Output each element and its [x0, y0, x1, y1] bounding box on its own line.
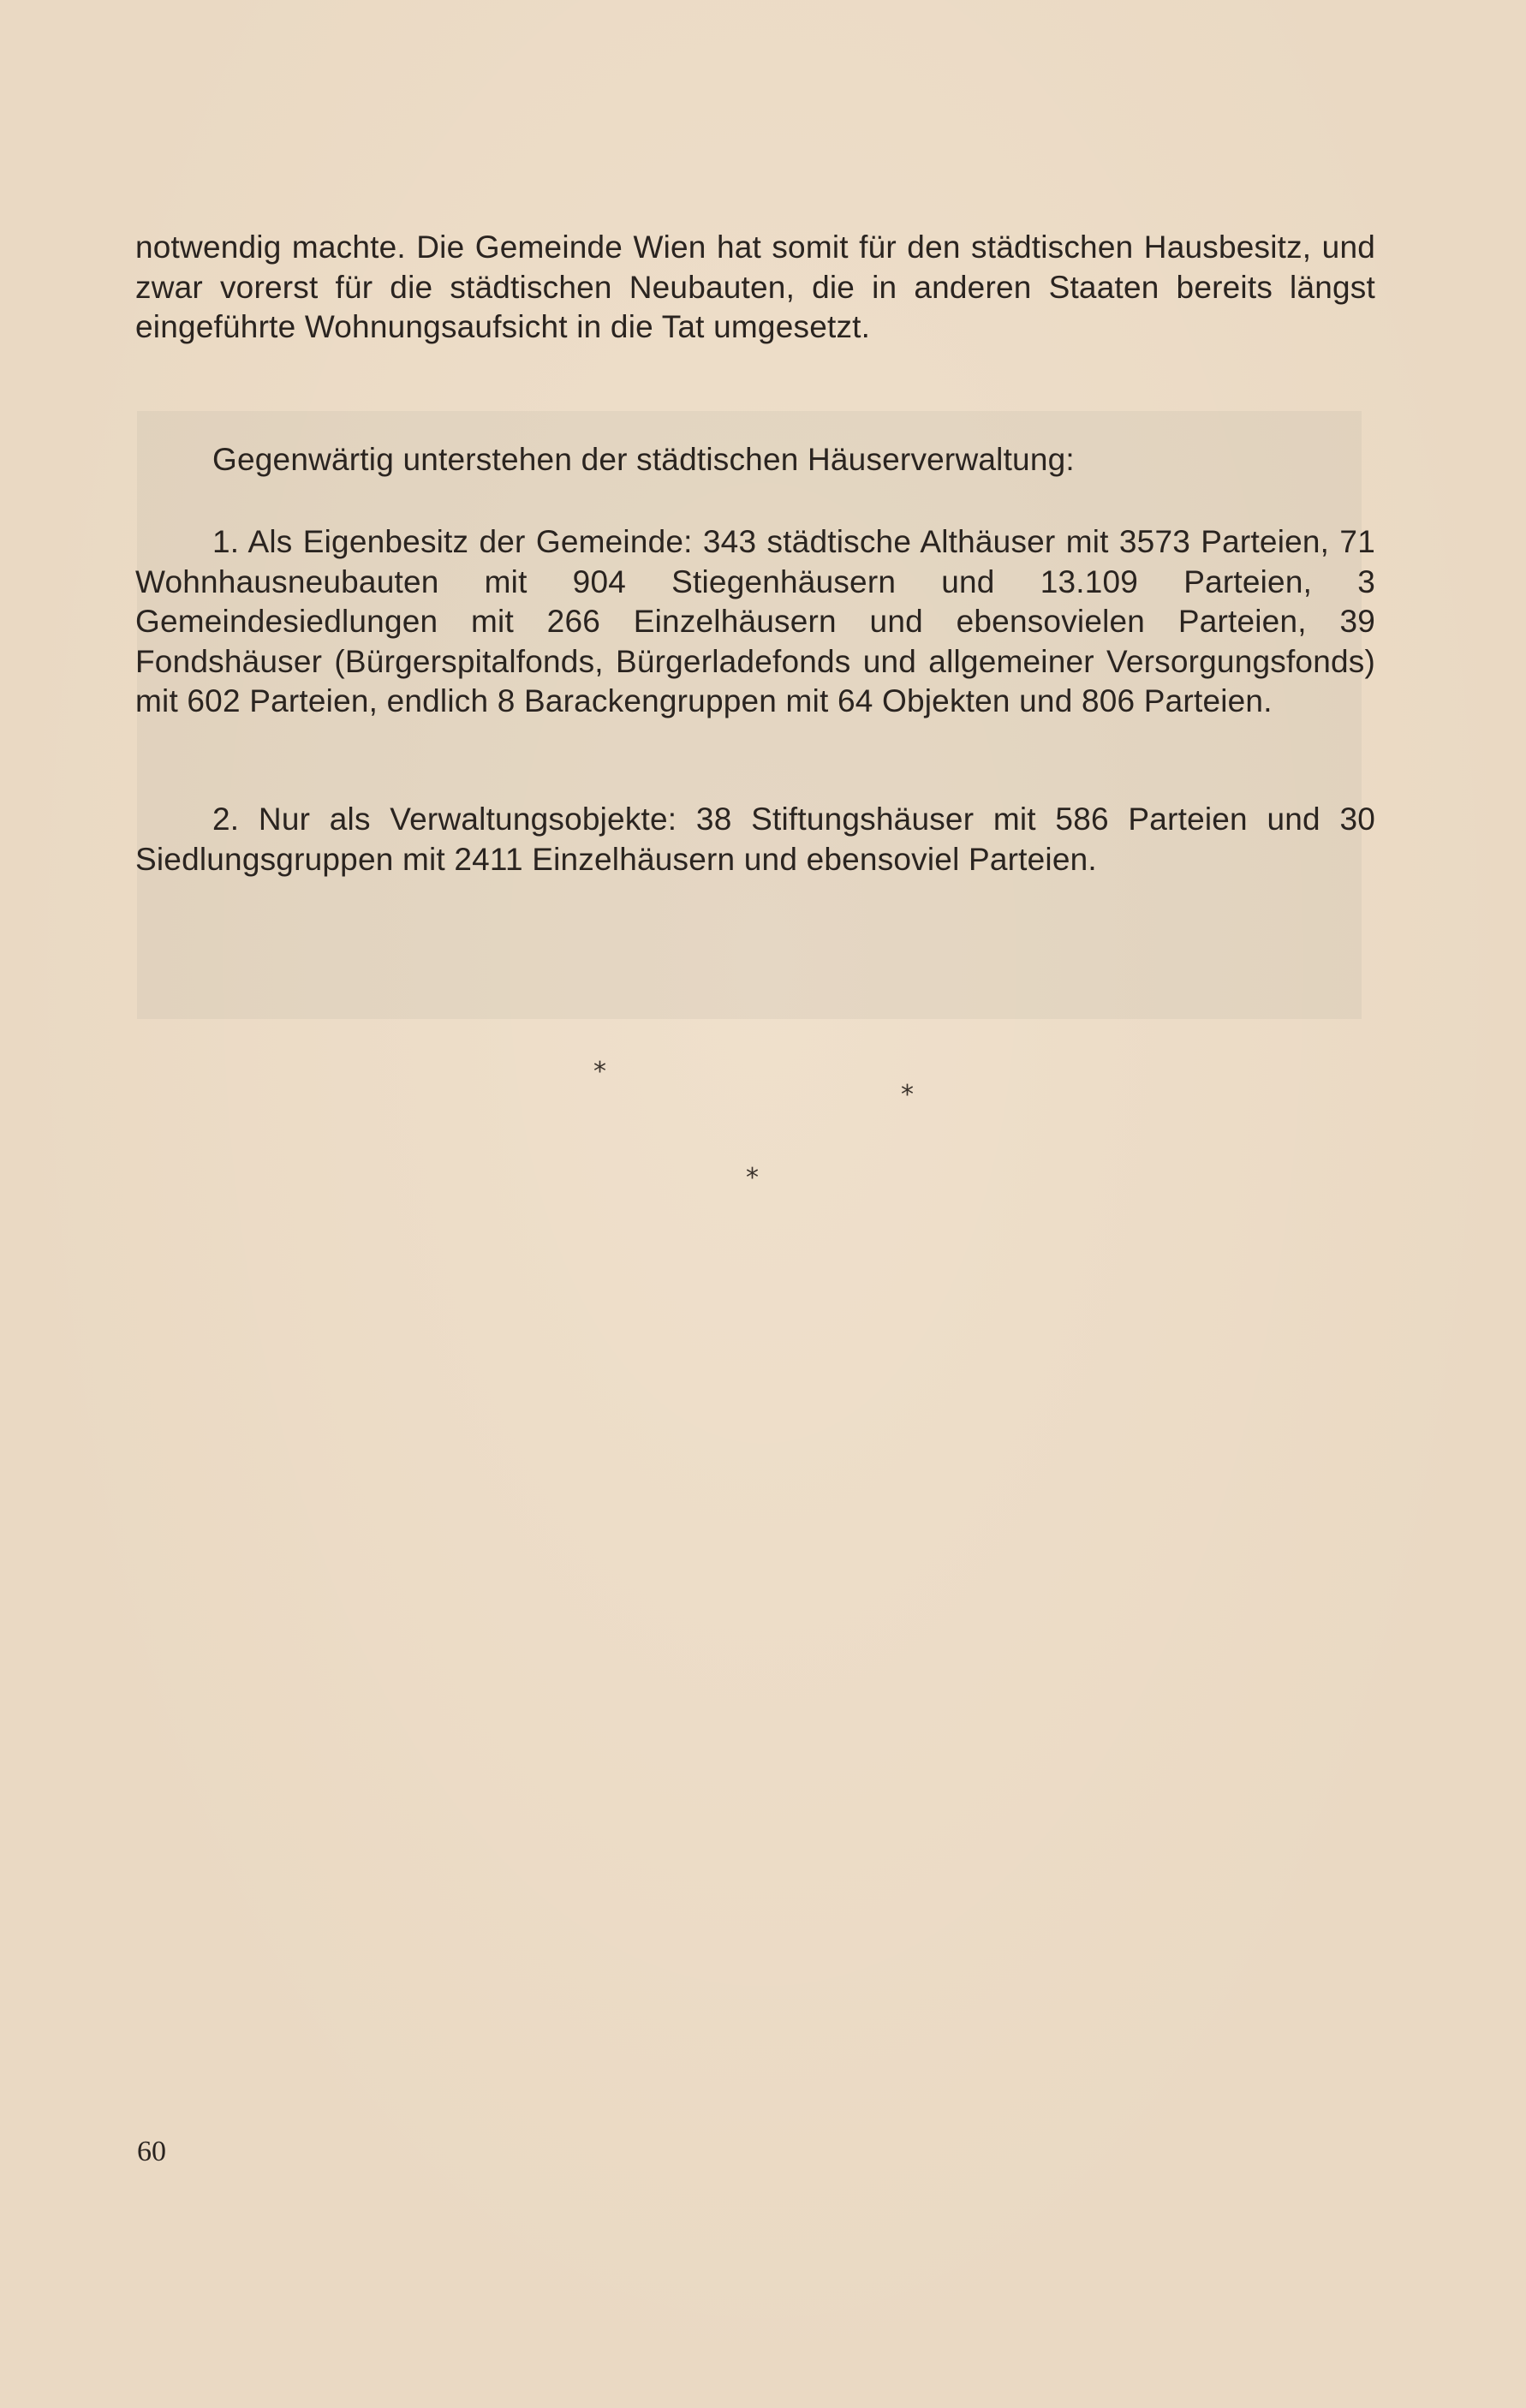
paragraph-item-1: 1. Als Eigenbesitz der Gemeinde: 343 städtische Althäuser mit 3573 Parteien, 71 Wohnhausneubauten mit 904 Stiegenhäusern und 13.109 Parteien, 3 Gemeindesiedlungen mit 266 Einzelhäusern und ebensovielen Parteien, 39 Fondshäuser (Bürgerspitalfonds, Bürgerladefonds und allgemeiner Versorgungsfonds) mit 602 Parteien, endlich 8 Barackengruppen mit 64 Objekten und 806 Parteien. [135, 524, 1375, 718]
paragraph-intro: Gegenwärtig unterstehen der städtischen Häuserverwaltung: [212, 442, 1075, 477]
paragraph-continuation: notwendig machte. Die Gemeinde Wien hat somit für den städtischen Hausbesitz, und zwar vorerst für die städtischen Neubauten, die in anderen Staaten bereits längst eingeführte Wohnungsaufsicht in die Tat umgesetzt. [135, 229, 1375, 344]
page-number: 60 [137, 2136, 166, 2167]
asterisk-separator: * [746, 1163, 759, 1193]
asterisk-separator: * [593, 1057, 606, 1087]
paragraph-item-2: 2. Nur als Verwaltungsobjekte: 38 Stiftungshäuser mit 586 Parteien und 30 Siedlungsgruppen mit 2411 Einzelhäusern und ebensoviel Parteien. [135, 802, 1375, 877]
asterisk-separator: * [901, 1080, 914, 1110]
